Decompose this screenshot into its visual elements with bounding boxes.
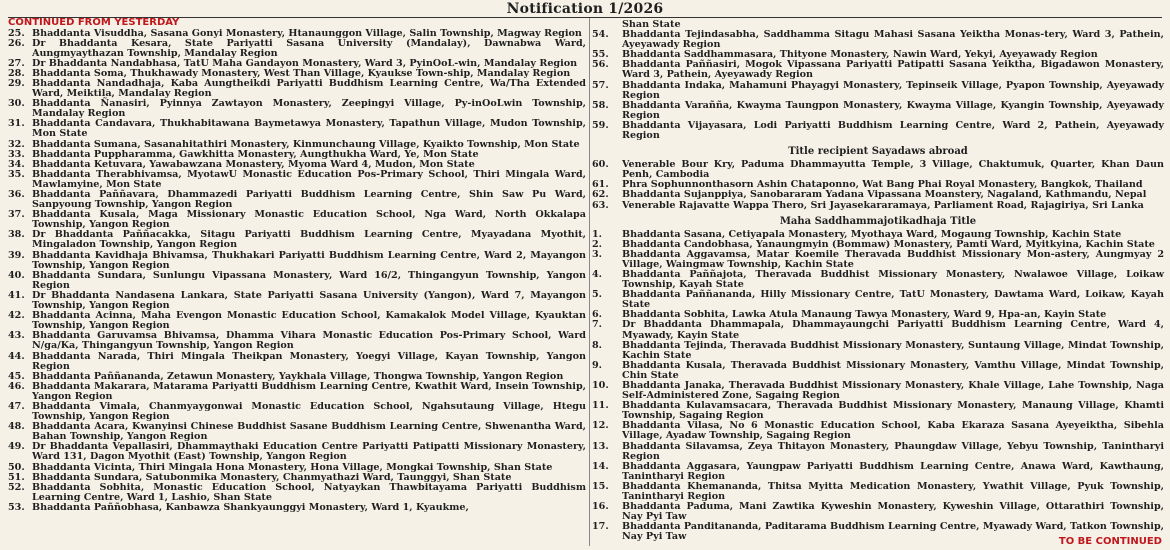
list-item-number: 25. [8,27,25,39]
entry-continuation: Shan State [622,19,681,30]
list-item-text: Bhaddanta Acara, Kwanyinsi Chinese Buddhist Sasane Buddhism Learning Centre, Shwenantha Ward, Bahan Township, Yangon Region [32,421,586,443]
list-item-number: 43. [8,330,25,342]
list-item-number: 41. [8,289,25,301]
list-item-text: Bhaddanta Varañña, Kwayma Taungpon Monastery, Kwayma Village, Kyangin Township, Ayeyawady Region [622,99,1164,121]
list-item-text: Bhaddanta Khemananda, Thitsa Myitta Medication Monastery, Ywathit Village, Pyuk Township, Tanintharyi Region [622,480,1164,503]
list-item-number: 31. [8,118,25,130]
list-item-text: Bhaddanta Vicinta, Thiri Mingala Hona Monastery, Hona Village, Mongkai Township, Shan State [32,461,553,473]
list-item [592,121,1164,141]
list-item-text: Bhaddanta Tejindasabha, Saddhamma Sitagu Mahasi Sasana Yeiktha Monas-tery, Ward 3, Pathein, Ayeyawady Region [622,29,1164,51]
list-item [592,160,1164,180]
list-item-text: Bhaddanta Nandadhaja, Kaba Aungtheikdi Pariyatti Buddhism Learning Centre, Wa/Tha Extended Ward, Meiktila, Mandalay Region [32,77,586,100]
list-item-number: 49. [8,441,25,453]
list-item-number: 38. [8,229,25,241]
list-item-number: 9. [592,359,603,371]
list-item-number: 37. [8,209,25,221]
list-item [592,421,1164,441]
list-item-number: 50. [8,461,25,473]
list-item-text: Bhaddanta Makarara, Matarama Pariyatti Buddhism Learning Centre, Kwathit Ward, Insein Township, Yangon Region [32,380,586,402]
list-item [8,291,586,311]
list-item [8,271,586,291]
list-item-text: Dr Bhaddanta Paññacakka, Sitagu Pariyatti Buddhism Learning Centre, Myayadana Myothit, Mingaladon Township, Yangon Region [32,229,586,251]
list-item [592,361,1164,381]
list-item-number: 3. [592,248,603,260]
list-item [8,251,586,271]
right-entry-list-b [592,160,1164,210]
list-item-number: 60. [592,159,609,171]
list-item-number: 11. [592,400,609,412]
section-heading-maha: Maha Saddhammajotikadhaja Title [779,215,977,227]
list-item-number: 4. [592,268,603,280]
list-item-number: 42. [8,310,25,322]
list-item-text: Bhaddanta Kulavamsacara, Theravada Buddhist Missionary Monastery, Manaung Village, Khamti Township, Sagaing Region [622,400,1164,422]
list-item-number: 36. [8,189,25,200]
list-item-text: Bhaddanta Puppharamma, Gawkhitta Monastery, Aungthukha Ward, Ye, Mon State [32,148,479,160]
list-item-number: 17. [592,521,609,533]
list-item-text: Bhaddanta Indaka, Mahamuni Phayagyi Monastery, Tepinseik Village, Pyapon Township, Ayeyawady Region [622,79,1164,101]
list-item-number: 26. [8,37,25,49]
list-item-text: Bhaddanta Tejinda, Theravada Buddhist Missionary Monastery, Suntaung Village, Mindat Township, Kachin State [622,339,1164,361]
list-item [8,119,586,139]
list-item-number: 58. [592,99,609,111]
list-item-text: Bhaddanta Garuvamsa Bhivamsa, Dhamma Vihara Monastic Education Pos-Primary School, Ward N/ga/Ka, Thingangyun Township, Yangon Region [32,330,586,352]
list-item-text: Bhaddanta Janaka, Theravada Buddhist Missionary Monastery, Khale Village, Lahe Township, Naga Self-Administered Zone, Sagaing Region [622,380,1164,402]
left-column [8,18,586,513]
list-item-text: Bhaddanta Sundara, Sunlungu Vipassana Monastery, Ward 16/2, Thingangyun Township, Yangon Region [32,269,586,291]
right-column [592,20,1164,543]
list-item [592,320,1164,340]
list-item-text: Bhaddanta Paññajota, Theravada Buddhist Missionary Monastery, Nwalawoe Village, Loikaw Township, Kayah State [622,268,1164,291]
list-item-number: 52. [8,481,25,493]
list-item-text: Bhaddanta Sobhita, Lawka Atula Manaung Tawya Monastery, Ward 9, Hpa-an, Kayin State [622,309,1107,321]
list-item-number: 62. [592,189,609,201]
list-item-number: 28. [8,67,25,79]
list-item [8,483,586,503]
list-item [8,422,586,442]
list-item-number: 32. [8,138,25,150]
list-item-number: 8. [592,339,603,351]
list-item [8,442,586,462]
list-item-text: Bhaddanta Paññananda, Hilly Missionary Centre, TatU Monastery, Dawtama Ward, Loikaw, Kayah State [622,289,1164,311]
list-item-number: 16. [592,501,609,513]
right-entry-list-a [592,30,1164,141]
list-item [8,210,586,230]
list-item-text: Bhaddanta Soma, Thukhawady Monastery, West Than Village, Kyaukse Town-ship, Mandalay Region [32,67,571,79]
to-be-continued-label: TO BE CONTINUED [1058,536,1162,547]
left-entry-list [8,29,586,514]
list-item-number: 63. [592,199,609,211]
list-item [592,250,1164,270]
list-item [592,442,1164,462]
list-item-number: 46. [8,380,25,392]
list-item-text: Bhaddanta Sumana, Sasanahitathiri Monastery, Kinmunchaung Village, Kyaikto Township, Mon State [32,138,580,150]
list-item-number: 34. [8,158,25,170]
list-item [8,311,586,331]
list-item [8,190,586,210]
list-item-text: Bhaddanta Silavamsa, Zeya Thitayon Monastery, Phaungdaw Village, Yebyu Township, Tanintharyi Region [622,440,1164,462]
list-item [592,201,1164,211]
list-item [8,99,586,119]
list-item-number: 5. [592,289,603,301]
list-item [8,79,586,99]
list-item-text: Bhaddanta Kavidhaja Bhivamsa, Thukhakari Pariyatti Buddhism Learning Centre, Ward 2, Mayangon Township, Yangon Region [32,249,586,271]
list-item-number: 2. [592,238,603,250]
list-item-text: Bhaddanta Sundara, Satubonmika Monastery, Chanmyathazi Ward, Taunggyi, Shan State [32,471,512,483]
list-item-text: Dr Bhaddanta Vepallasiri, Dhammaythaki Education Centre Pariyatti Patipatti Missionary Monastery, Ward 131, Dagon Myothit (East) Township, Yangon Region [32,441,586,463]
list-item-number: 1. [592,228,603,240]
list-item [592,60,1164,80]
list-item [8,230,586,250]
list-item-text: Bhaddanta Aggasara, Yaungpaw Pariyatti Buddhism Learning Centre, Anawa Ward, Kawthaung, Tanintharyi Region [622,460,1164,482]
list-item-number: 56. [592,59,609,71]
list-item [592,482,1164,502]
list-item [8,352,586,372]
list-item-text: Venerable Rajavatte Wappa Thero, Sri Jayasekararamaya, Parliament Road, Rajagiriya, Sri Lanka [622,199,1144,211]
list-item [8,402,586,422]
list-item-text: Bhaddanta Paduma, Mani Zawtika Kyweshin Monastery, Kyweshin Village, Ottarathiri Township, Nay Pyi Taw [622,501,1164,523]
list-item-text: Bhaddanta Paññasiri, Mogok Vipassana Pariyatti Patipatti Sasana Yeiktha, Bigadawon Monastery, Ward 3, Pathein, Ayeyawady Region [622,59,1164,81]
list-item-text: Bhaddanta Vijayasara, Lodi Pariyatti Buddhism Learning Centre, Ward 2, Pathein, Ayeyawady Region [622,119,1164,142]
list-item-text: Bhaddanta Ketuvara, Yawabawzana Monastery, Myoma Ward 4, Mudon, Mon State [32,158,475,170]
list-item [8,331,586,351]
list-item-number: 7. [592,319,603,331]
list-item-text: Bhaddanta Paññobhasa, Kanbawza Shankyaunggyi Monastery, Ward 1, Kyaukme, [32,501,469,513]
list-item-number: 6. [592,309,603,321]
list-item-number: 40. [8,269,25,281]
list-item-text: Bhaddanta Vilasa, No 6 Monastic Education School, Kaba Ekaraza Sasana Ayeyeiktha, Sibehla Village, Ayadaw Township, Sagaing Region [622,420,1164,442]
list-item-text: Phra Sophunnonthasorn Ashin Chataponno, Wat Bang Phai Royal Monastery, Bangkok, Thailand [622,179,1143,191]
list-item [592,101,1164,121]
right-entry-list-c [592,230,1164,543]
list-item-number: 53. [8,501,25,513]
continued-from-label: CONTINUED FROM YESTERDAY [8,17,180,28]
list-item-text: Bhaddanta Candobhasa, Yanaungmyin (Bommaw) Monastery, Pamti Ward, Myitkyina, Kachin State [622,238,1155,250]
list-item-text: Venerable Bour Kry, Paduma Dhammayutta Temple, 3 Village, Chaktumuk, Quarter, Khan Daun Penh, Cambodia [622,159,1164,181]
page-title: Notification 1/2026 [506,1,664,17]
list-item-text: Bhaddanta Kusala, Maga Missionary Monastic Education School, Nga Ward, North Okkalapa Township, Yangon Region [32,209,586,231]
list-item-number: 54. [592,29,609,41]
list-item-number: 47. [8,400,25,412]
list-item-text: Bhaddanta Narada, Thiri Mingala Theikpan Monastery, Yoegyi Village, Kayan Township, Yangon Region [32,350,586,372]
list-item-text: Dr Bhaddanta Dhammapala, Dhammayaungchi Pariyatti Buddhism Learning Centre, Ward 4, Myawady, Kayin State [622,319,1164,341]
list-item-text: Dr Bhaddanta Kesara, State Pariyatti Sasana University (Mandalay), Dawnabwa Ward, Aungmyaythazan Township, Mandalay Region [32,37,586,59]
list-item-number: 35. [8,168,25,180]
list-item-text: Bhaddanta Saddhammasara, Thityone Monastery, Nawin Ward, Yekyi, Ayeyawady Region [622,49,1098,61]
list-item [592,381,1164,401]
list-item-text: Bhaddanta Aggavamsa, Matar Koemile Theravada Buddhist Missionary Mon-astery, Aungmyay 2 Village, Waingmaw Township, Kachin State [622,248,1164,270]
list-item-number: 55. [592,49,609,61]
list-item-number: 29. [8,77,25,89]
section-heading-abroad: Title recipient Sayadaws abroad [788,146,968,158]
list-item-text: Dr Bhaddanta Nandabhasa, TatU Maha Gandayon Monastery, Ward 3, PyinOoL-win, Mandalay Region [32,57,578,69]
list-item-number: 10. [592,380,609,391]
list-item-number: 13. [592,440,609,452]
list-item [592,502,1164,522]
list-item [592,401,1164,421]
list-item-text: Bhaddanta Sobhita, Monastic Education School, Natyaykan Thawbitayama Pariyatti Buddhism Learning Centre, Ward 1, Lashio, Shan State [32,481,586,503]
list-item-number: 57. [592,79,609,91]
list-item-number: 30. [8,98,25,110]
list-item-text: Dr Bhaddanta Nandasena Lankara, State Pariyatti Sasana University (Yangon), Ward 7, Mayangon Township, Yangon Region [32,289,586,312]
list-item-text: Bhaddanta Sasana, Cetiyapala Monastery, Myothaya Ward, Mogaung Township, Kachin State [622,228,1122,240]
list-item-number: 14. [592,460,609,472]
list-item-number: 27. [8,57,25,69]
list-item [8,382,586,402]
list-item [8,503,586,513]
list-item-text: Bhaddanta Therabhivamsa, MyotawU Monastic Education Pos-Primary School, Thiri Mingala Ward, Mawlamyine, Mon State [32,168,586,190]
list-item-text: Bhaddanta Candavara, Thukhabitawana Baymetawya Monastery, Tapathun Village, Mudon Township, Mon State [32,118,586,140]
list-item-number: 15. [592,480,609,492]
list-item [592,81,1164,101]
list-item [592,462,1164,482]
list-item [592,30,1164,50]
list-item-number: 39. [8,249,25,261]
list-item-number: 44. [8,350,25,362]
list-item-number: 48. [8,421,25,433]
list-item-text: Bhaddanta Visuddha, Sasana Gonyi Monastery, Htanaunggon Village, Salin Township, Magway Region [32,27,582,39]
list-item-text: Bhaddanta Sujanppiya, Sanobararam Yadana Vipassana Moanstery, Nagaland, Kathmandu, Nepal [622,189,1147,201]
list-item-text: Bhaddanta Panditananda, Paditarama Buddhism Learning Centre, Myawady Ward, Tatkon Township, Nay Pyi Taw [622,521,1164,543]
list-item [592,290,1164,310]
list-item [8,170,586,190]
list-item-text: Bhaddanta Vimala, Chanmyaygonwai Monastic Education School, Ngahsutaung Village, Htegu Township, Yangon Region [32,400,586,423]
list-item-number: 12. [592,420,609,432]
list-item-number: 61. [592,179,609,191]
list-item [8,39,586,59]
list-item-text: Bhaddanta Paññananda, Zetawun Monastery, Yaykhala Village, Thongwa Township, Yangon Region [32,370,564,382]
list-item-text: Bhaddanta Paññavara, Dhammazedi Pariyatti Buddhism Learning Centre, Shin Saw Pu Ward, Sanpyoung Township, Yangon Region [32,189,586,211]
list-item-text: Bhaddanta Ñanasiri, Pyinnya Zawtayon Monastery, Zeepingyi Village, Py-inOoLwin Township, Mandalay Region [32,98,586,120]
column-divider [589,18,590,546]
list-item [592,190,1164,200]
list-item [592,341,1164,361]
list-item-number: 33. [8,148,25,160]
list-item-number: 51. [8,471,25,483]
list-item-text: Bhaddanta Kusala, Theravada Buddhist Missionary Monastery, Vamthu Village, Mindat Township, Chin State [622,359,1164,381]
list-item-number: 45. [8,370,25,382]
list-item [592,270,1164,290]
list-item-number: 59. [592,119,609,131]
list-item-text: Bhaddanta Acinna, Maha Evengon Monastic Education School, Kamakalok Model Village, Kyauktan Township, Yangon Region [32,310,586,332]
